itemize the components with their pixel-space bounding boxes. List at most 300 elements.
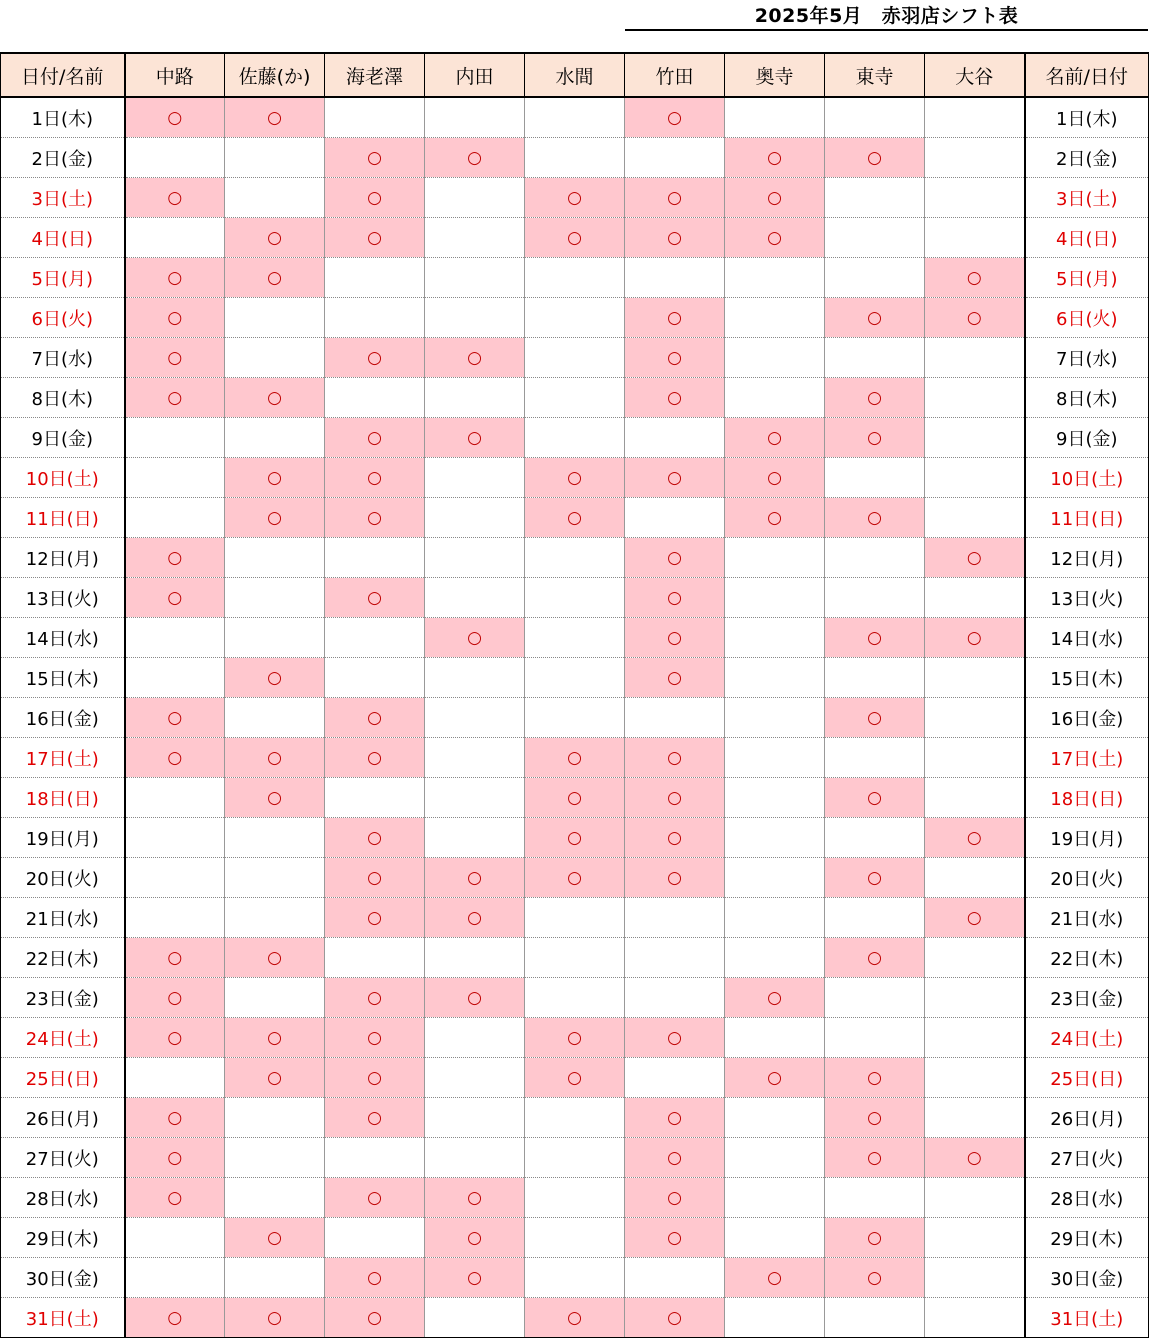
shift-cell[interactable] (125, 658, 225, 698)
shift-cell[interactable] (925, 1298, 1025, 1338)
shift-cell[interactable] (725, 618, 825, 658)
shift-cell[interactable] (625, 298, 725, 338)
header-name[interactable]: 中路 (125, 53, 225, 97)
shift-cell[interactable] (325, 578, 425, 618)
shift-cell[interactable] (925, 658, 1025, 698)
shift-cell[interactable] (925, 978, 1025, 1018)
shift-cell[interactable] (825, 898, 925, 938)
shift-cell[interactable] (525, 1018, 625, 1058)
shift-cell[interactable] (725, 1298, 825, 1338)
shift-cell[interactable] (125, 1098, 225, 1138)
shift-cell[interactable] (425, 818, 525, 858)
shift-cell[interactable] (225, 1098, 325, 1138)
shift-cell[interactable] (725, 458, 825, 498)
shift-cell[interactable] (425, 1298, 525, 1338)
shift-cell[interactable] (625, 738, 725, 778)
shift-cell[interactable] (225, 1218, 325, 1258)
shift-cell[interactable] (525, 1098, 625, 1138)
shift-mark: ○ (667, 868, 682, 888)
shift-cell[interactable] (525, 658, 625, 698)
shift-cell[interactable] (325, 258, 425, 298)
shift-cell[interactable] (325, 418, 425, 458)
shift-cell[interactable] (425, 1258, 525, 1298)
shift-cell[interactable] (225, 698, 325, 738)
shift-cell[interactable] (525, 738, 625, 778)
shift-cell[interactable] (925, 578, 1025, 618)
shift-cell[interactable] (525, 538, 625, 578)
shift-cell[interactable] (725, 1218, 825, 1258)
shift-cell[interactable] (225, 898, 325, 938)
shift-cell[interactable] (825, 378, 925, 418)
shift-cell[interactable] (125, 418, 225, 458)
shift-cell[interactable] (625, 938, 725, 978)
shift-cell[interactable] (525, 818, 625, 858)
shift-cell[interactable] (725, 498, 825, 538)
shift-cell[interactable] (625, 458, 725, 498)
shift-cell[interactable] (125, 378, 225, 418)
shift-cell[interactable] (825, 1138, 925, 1178)
shift-cell[interactable] (925, 858, 1025, 898)
header-name[interactable]: 水間 (525, 53, 625, 97)
shift-cell[interactable] (825, 1178, 925, 1218)
shift-cell[interactable] (525, 498, 625, 538)
shift-cell[interactable] (925, 1258, 1025, 1298)
shift-cell[interactable] (525, 458, 625, 498)
shift-cell[interactable] (325, 778, 425, 818)
shift-mark: ○ (966, 1148, 982, 1168)
shift-mark: ○ (767, 988, 782, 1008)
shift-cell[interactable] (425, 378, 525, 418)
shift-cell[interactable] (625, 1218, 725, 1258)
shift-cell[interactable] (825, 1298, 925, 1338)
shift-cell[interactable] (825, 698, 925, 738)
shift-cell[interactable] (625, 818, 725, 858)
shift-cell[interactable] (925, 538, 1025, 578)
shift-cell[interactable] (125, 938, 225, 978)
shift-cell[interactable] (825, 658, 925, 698)
shift-mark: ○ (367, 228, 382, 248)
shift-cell[interactable] (425, 978, 525, 1018)
shift-cell[interactable] (825, 418, 925, 458)
shift-cell[interactable] (425, 738, 525, 778)
shift-cell[interactable] (225, 1018, 325, 1058)
shift-cell[interactable] (425, 938, 525, 978)
shift-cell[interactable] (725, 738, 825, 778)
shift-cell[interactable] (725, 898, 825, 938)
shift-cell[interactable] (425, 778, 525, 818)
shift-cell[interactable] (625, 1098, 725, 1138)
shift-cell[interactable] (125, 618, 225, 658)
shift-cell[interactable] (225, 1178, 325, 1218)
shift-cell[interactable] (725, 178, 825, 218)
shift-cell[interactable] (625, 1058, 725, 1098)
shift-cell[interactable] (925, 698, 1025, 738)
shift-cell[interactable] (225, 938, 325, 978)
shift-mark: ○ (767, 508, 782, 528)
shift-cell[interactable] (325, 338, 425, 378)
shift-cell[interactable] (725, 298, 825, 338)
shift-cell[interactable] (625, 978, 725, 1018)
shift-cell[interactable] (825, 738, 925, 778)
shift-cell[interactable] (325, 298, 425, 338)
shift-cell[interactable] (725, 778, 825, 818)
shift-cell[interactable] (125, 458, 225, 498)
shift-cell[interactable] (425, 1178, 525, 1218)
shift-cell[interactable] (525, 1218, 625, 1258)
shift-cell[interactable] (325, 178, 425, 218)
shift-cell[interactable] (425, 218, 525, 258)
shift-cell[interactable] (625, 618, 725, 658)
shift-cell[interactable] (425, 658, 525, 698)
shift-cell[interactable] (425, 418, 525, 458)
shift-cell[interactable] (725, 818, 825, 858)
table-row (1, 858, 1149, 898)
shift-cell[interactable] (625, 1258, 725, 1298)
shift-cell[interactable] (525, 418, 625, 458)
shift-cell[interactable] (825, 458, 925, 498)
shift-cell[interactable] (825, 938, 925, 978)
shift-cell[interactable] (225, 578, 325, 618)
shift-cell[interactable] (925, 1058, 1025, 1098)
shift-mark: ○ (367, 868, 382, 888)
shift-cell[interactable] (725, 1138, 825, 1178)
shift-cell[interactable] (725, 418, 825, 458)
shift-cell[interactable] (825, 258, 925, 298)
shift-cell[interactable] (925, 298, 1025, 338)
shift-cell[interactable] (325, 738, 425, 778)
shift-cell[interactable] (125, 138, 225, 178)
shift-cell[interactable] (625, 698, 725, 738)
shift-cell[interactable] (825, 578, 925, 618)
shift-cell[interactable] (125, 898, 225, 938)
shift-cell[interactable] (825, 1018, 925, 1058)
shift-cell[interactable] (925, 258, 1025, 298)
shift-cell[interactable] (825, 138, 925, 178)
shift-cell[interactable] (225, 138, 325, 178)
shift-cell[interactable] (325, 618, 425, 658)
shift-cell[interactable] (425, 458, 525, 498)
shift-cell[interactable] (525, 138, 625, 178)
shift-cell[interactable] (225, 298, 325, 338)
shift-cell[interactable] (725, 1178, 825, 1218)
shift-cell[interactable] (525, 1138, 625, 1178)
shift-cell[interactable] (125, 858, 225, 898)
shift-cell[interactable] (725, 1258, 825, 1298)
shift-cell[interactable] (425, 1098, 525, 1138)
shift-cell[interactable] (925, 418, 1025, 458)
shift-cell[interactable] (825, 97, 925, 138)
shift-cell[interactable] (325, 698, 425, 738)
shift-cell[interactable] (725, 258, 825, 298)
shift-cell[interactable] (825, 498, 925, 538)
shift-cell[interactable] (625, 218, 725, 258)
shift-cell[interactable] (625, 1178, 725, 1218)
shift-cell[interactable] (425, 538, 525, 578)
shift-cell[interactable] (325, 458, 425, 498)
shift-cell[interactable] (425, 178, 525, 218)
shift-cell[interactable] (225, 658, 325, 698)
shift-cell[interactable] (225, 738, 325, 778)
shift-cell[interactable] (425, 498, 525, 538)
shift-cell[interactable] (425, 298, 525, 338)
shift-cell[interactable] (325, 1298, 425, 1338)
shift-cell[interactable] (425, 698, 525, 738)
shift-cell[interactable] (225, 858, 325, 898)
shift-cell[interactable] (725, 578, 825, 618)
shift-cell[interactable] (125, 1298, 225, 1338)
header-name[interactable]: 竹田 (625, 53, 725, 97)
shift-cell[interactable] (925, 1178, 1025, 1218)
header-name[interactable]: 海老澤 (325, 53, 425, 97)
shift-cell[interactable] (925, 458, 1025, 498)
shift-cell[interactable] (125, 1218, 225, 1258)
shift-cell[interactable] (825, 858, 925, 898)
shift-cell[interactable] (625, 178, 725, 218)
shift-cell[interactable] (925, 818, 1025, 858)
shift-cell[interactable] (325, 218, 425, 258)
shift-cell[interactable] (425, 858, 525, 898)
shift-cell[interactable] (325, 1098, 425, 1138)
shift-cell[interactable] (925, 738, 1025, 778)
shift-cell[interactable] (325, 1018, 425, 1058)
shift-cell[interactable] (725, 1098, 825, 1138)
shift-cell[interactable] (125, 498, 225, 538)
shift-cell[interactable] (825, 218, 925, 258)
shift-cell[interactable] (625, 658, 725, 698)
shift-cell[interactable] (825, 618, 925, 658)
shift-cell[interactable] (425, 1058, 525, 1098)
shift-cell[interactable] (625, 378, 725, 418)
shift-cell[interactable] (725, 658, 825, 698)
shift-cell[interactable] (125, 298, 225, 338)
shift-cell[interactable] (225, 178, 325, 218)
shift-cell[interactable] (225, 378, 325, 418)
shift-cell[interactable] (225, 97, 325, 138)
shift-cell[interactable] (425, 338, 525, 378)
shift-cell[interactable] (925, 1218, 1025, 1258)
shift-cell[interactable] (625, 538, 725, 578)
shift-cell[interactable] (825, 298, 925, 338)
shift-cell[interactable] (125, 1058, 225, 1098)
shift-cell[interactable] (825, 338, 925, 378)
shift-cell[interactable] (725, 338, 825, 378)
shift-cell[interactable] (925, 138, 1025, 178)
shift-cell[interactable] (425, 618, 525, 658)
shift-cell[interactable] (625, 418, 725, 458)
shift-cell[interactable] (625, 1138, 725, 1178)
table-row (1, 418, 1149, 458)
shift-cell[interactable] (225, 1258, 325, 1298)
shift-cell[interactable] (425, 898, 525, 938)
header-name[interactable]: 東寺 (825, 53, 925, 97)
header-name[interactable]: 大谷 (925, 53, 1025, 97)
shift-cell[interactable] (625, 138, 725, 178)
shift-cell[interactable] (925, 338, 1025, 378)
shift-cell[interactable] (725, 538, 825, 578)
shift-cell[interactable] (525, 97, 625, 138)
shift-cell[interactable] (125, 1018, 225, 1058)
shift-cell[interactable] (225, 338, 325, 378)
shift-cell[interactable] (625, 258, 725, 298)
shift-cell[interactable] (925, 618, 1025, 658)
shift-cell[interactable] (525, 178, 625, 218)
shift-cell[interactable] (625, 338, 725, 378)
shift-cell[interactable] (425, 578, 525, 618)
shift-cell[interactable] (525, 978, 625, 1018)
shift-cell[interactable] (125, 778, 225, 818)
shift-cell[interactable] (425, 1138, 525, 1178)
shift-cell[interactable] (925, 938, 1025, 978)
shift-cell[interactable] (525, 258, 625, 298)
shift-cell[interactable] (125, 578, 225, 618)
shift-cell[interactable] (525, 1058, 625, 1098)
table-row (1, 138, 1149, 178)
shift-cell[interactable] (525, 1258, 625, 1298)
shift-cell[interactable] (225, 218, 325, 258)
shift-cell[interactable] (325, 1178, 425, 1218)
shift-cell[interactable] (325, 1218, 425, 1258)
shift-cell[interactable] (725, 97, 825, 138)
shift-cell[interactable] (525, 298, 625, 338)
shift-cell[interactable] (725, 138, 825, 178)
shift-cell[interactable] (525, 858, 625, 898)
shift-cell[interactable] (525, 578, 625, 618)
table-row (1, 1058, 1149, 1098)
header-name[interactable]: 内田 (425, 53, 525, 97)
shift-cell[interactable] (225, 458, 325, 498)
shift-cell[interactable] (525, 378, 625, 418)
shift-cell[interactable] (325, 658, 425, 698)
shift-cell[interactable] (825, 1058, 925, 1098)
shift-cell[interactable] (925, 498, 1025, 538)
shift-cell[interactable] (925, 1138, 1025, 1178)
shift-cell[interactable] (225, 498, 325, 538)
shift-cell[interactable] (125, 338, 225, 378)
shift-cell[interactable] (825, 778, 925, 818)
shift-cell[interactable] (125, 258, 225, 298)
shift-cell[interactable] (525, 1178, 625, 1218)
shift-cell[interactable] (125, 97, 225, 138)
shift-cell[interactable] (225, 418, 325, 458)
shift-cell[interactable] (525, 698, 625, 738)
shift-cell[interactable] (725, 378, 825, 418)
shift-cell[interactable] (225, 618, 325, 658)
header-name[interactable]: 奥寺 (725, 53, 825, 97)
shift-cell[interactable] (225, 1058, 325, 1098)
shift-cell[interactable] (325, 498, 425, 538)
shift-cell[interactable] (225, 818, 325, 858)
shift-cell[interactable] (925, 898, 1025, 938)
shift-cell[interactable] (825, 178, 925, 218)
shift-cell[interactable] (525, 618, 625, 658)
shift-cell[interactable] (125, 1138, 225, 1178)
shift-cell[interactable] (625, 778, 725, 818)
shift-cell[interactable] (925, 218, 1025, 258)
shift-cell[interactable] (425, 138, 525, 178)
shift-cell[interactable] (925, 97, 1025, 138)
shift-cell[interactable] (325, 818, 425, 858)
shift-cell[interactable] (725, 858, 825, 898)
shift-cell[interactable] (125, 178, 225, 218)
shift-cell[interactable] (425, 1218, 525, 1258)
shift-cell[interactable] (625, 898, 725, 938)
shift-cell[interactable] (325, 538, 425, 578)
shift-cell[interactable] (825, 1098, 925, 1138)
shift-cell[interactable] (525, 218, 625, 258)
shift-cell[interactable] (825, 538, 925, 578)
shift-cell[interactable] (725, 978, 825, 1018)
shift-cell[interactable] (325, 938, 425, 978)
shift-cell[interactable] (625, 498, 725, 538)
shift-cell[interactable] (525, 338, 625, 378)
shift-cell[interactable] (225, 258, 325, 298)
shift-cell[interactable] (125, 1178, 225, 1218)
shift-cell[interactable] (325, 858, 425, 898)
header-name[interactable]: 佐藤(か) (225, 53, 325, 97)
shift-cell[interactable] (525, 938, 625, 978)
shift-cell[interactable] (925, 1018, 1025, 1058)
shift-cell[interactable] (725, 218, 825, 258)
shift-cell[interactable] (125, 1258, 225, 1298)
shift-cell[interactable] (325, 978, 425, 1018)
shift-cell[interactable] (725, 938, 825, 978)
shift-cell[interactable] (225, 1138, 325, 1178)
shift-cell[interactable] (625, 1018, 725, 1058)
shift-cell[interactable] (825, 1258, 925, 1298)
shift-cell[interactable] (625, 1298, 725, 1338)
shift-cell[interactable] (125, 818, 225, 858)
shift-cell[interactable] (925, 1098, 1025, 1138)
shift-cell[interactable] (325, 898, 425, 938)
shift-cell[interactable] (425, 1018, 525, 1058)
shift-cell[interactable] (325, 378, 425, 418)
shift-cell[interactable] (525, 1298, 625, 1338)
shift-cell[interactable] (525, 898, 625, 938)
shift-cell[interactable] (525, 778, 625, 818)
shift-cell[interactable] (125, 538, 225, 578)
date-cell-right: 26日(月) (1025, 1098, 1149, 1138)
shift-cell[interactable] (825, 1218, 925, 1258)
shift-cell[interactable] (325, 1058, 425, 1098)
shift-cell[interactable] (725, 698, 825, 738)
shift-cell[interactable] (625, 858, 725, 898)
shift-cell[interactable] (725, 1018, 825, 1058)
shift-cell[interactable] (425, 97, 525, 138)
shift-cell[interactable] (625, 578, 725, 618)
shift-cell[interactable] (225, 978, 325, 1018)
shift-cell[interactable] (825, 978, 925, 1018)
shift-cell[interactable] (225, 778, 325, 818)
shift-cell[interactable] (425, 258, 525, 298)
shift-cell[interactable] (925, 778, 1025, 818)
shift-cell[interactable] (225, 1298, 325, 1338)
shift-mark: ○ (867, 508, 882, 528)
shift-cell[interactable] (625, 97, 725, 138)
shift-cell[interactable] (325, 1138, 425, 1178)
shift-cell[interactable] (125, 218, 225, 258)
shift-cell[interactable] (925, 178, 1025, 218)
shift-cell[interactable] (225, 538, 325, 578)
shift-cell[interactable] (125, 738, 225, 778)
shift-cell[interactable] (925, 378, 1025, 418)
shift-cell[interactable] (325, 138, 425, 178)
shift-cell[interactable] (125, 698, 225, 738)
shift-cell[interactable] (325, 97, 425, 138)
shift-cell[interactable] (325, 1258, 425, 1298)
shift-cell[interactable] (125, 978, 225, 1018)
shift-cell[interactable] (725, 1058, 825, 1098)
shift-cell[interactable] (825, 818, 925, 858)
